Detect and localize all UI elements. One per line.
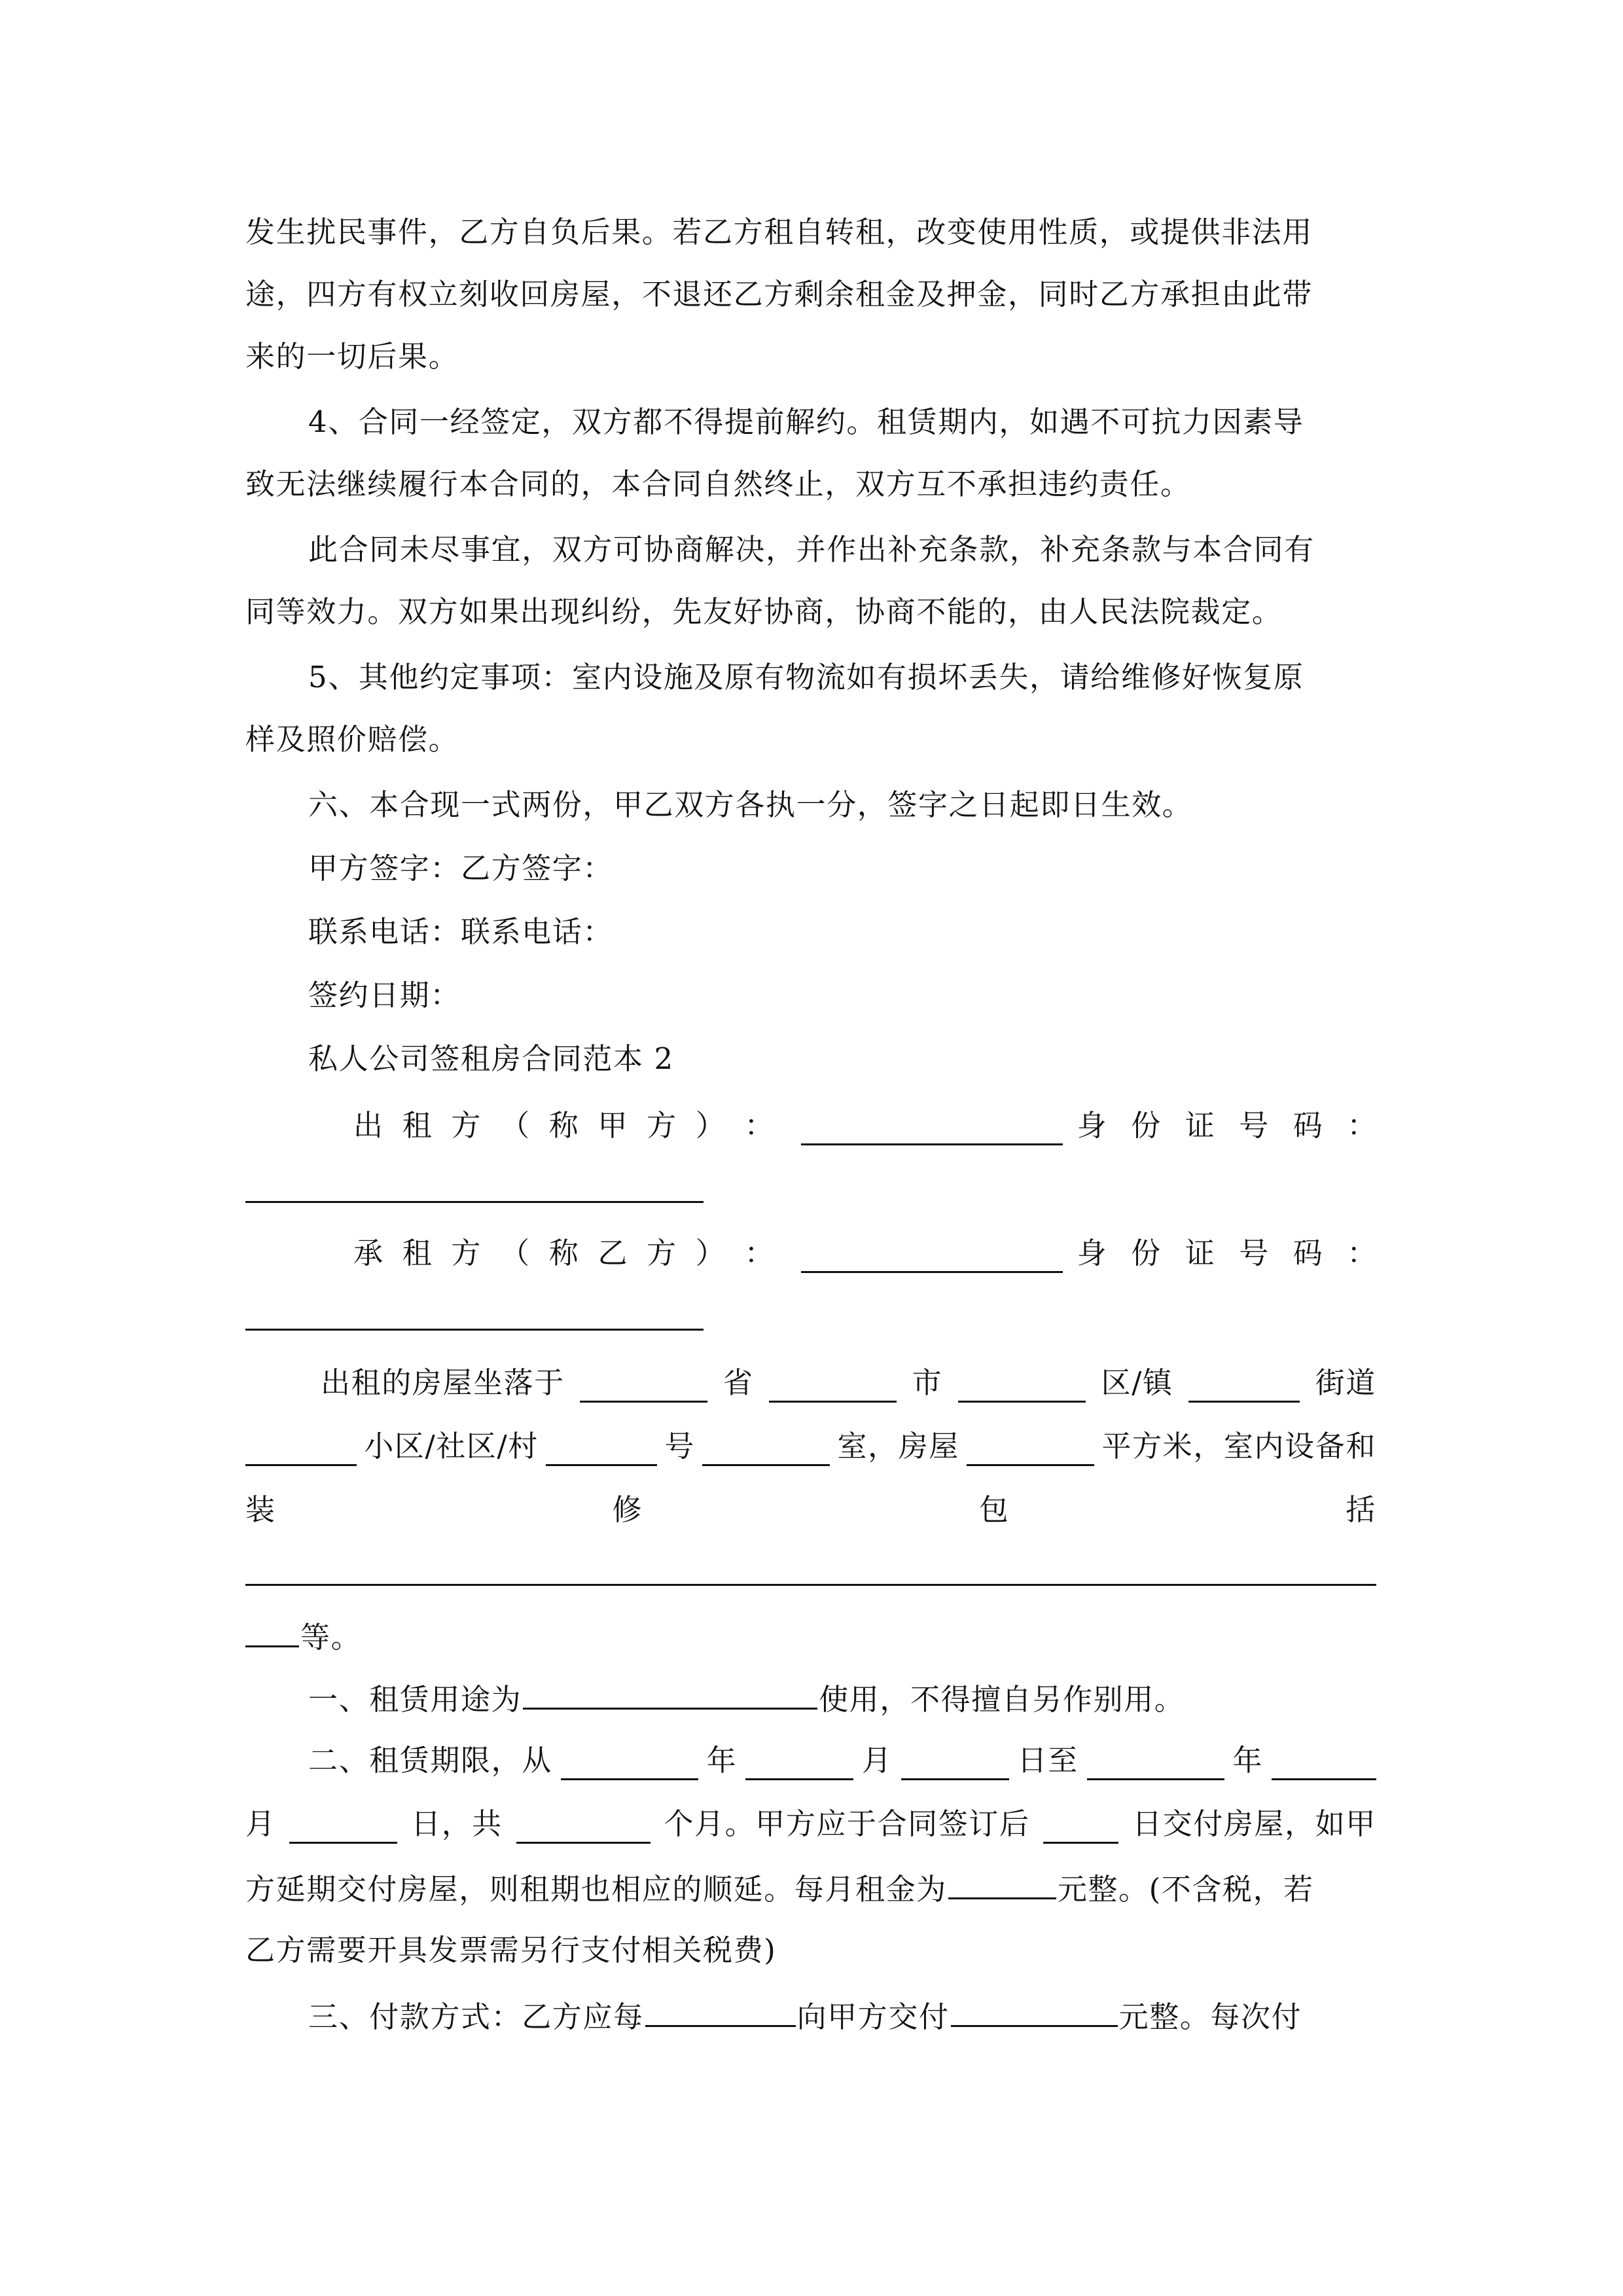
clause-4-line: 4、合同一经签定，双方都不得提前解约。租赁期内，如遇不可抗力因素导 xyxy=(308,404,1304,439)
clause-3-suffix: 元整。每次付 xyxy=(1118,2000,1302,2034)
street-field[interactable] xyxy=(1188,1372,1300,1403)
clause-3-line xyxy=(245,1996,1376,2037)
day-to-label: 日至 xyxy=(1017,1743,1079,1778)
label-char: 号 xyxy=(1239,1236,1270,1270)
label-char: （ xyxy=(500,1236,531,1270)
start-month-field[interactable] xyxy=(745,1749,853,1780)
number-field[interactable] xyxy=(546,1435,657,1466)
street-label: 街道 xyxy=(1315,1365,1376,1400)
label-char: 码 xyxy=(1293,1108,1324,1143)
lessor-id-field[interactable] xyxy=(245,1201,704,1203)
delivery-days-field[interactable] xyxy=(1043,1813,1118,1844)
community-field[interactable] xyxy=(245,1435,357,1466)
location-line-2 xyxy=(245,1427,1376,1466)
clause-2-line-4: 乙方需要开具发票需另行支付相关税费) xyxy=(245,1933,777,1967)
label-char: 方 xyxy=(647,1236,677,1270)
province-label: 省 xyxy=(723,1365,754,1400)
label-char: 码 xyxy=(1293,1236,1324,1270)
start-year-field[interactable] xyxy=(561,1749,698,1780)
etc-label: 等。 xyxy=(300,1620,362,1655)
day-total-label: 日，共 xyxy=(411,1806,503,1841)
monthly-rent-field[interactable] xyxy=(948,1869,1056,1899)
payment-amount-field[interactable] xyxy=(951,1996,1118,2027)
label-char: 号 xyxy=(1239,1108,1270,1143)
clause-4-line: 致无法继续履行本合同的，本合同自然终止，双方互不承担违约责任。 xyxy=(245,467,1191,501)
clause-3-mid: 向甲方交付 xyxy=(796,2000,950,2034)
district-field[interactable] xyxy=(958,1372,1086,1403)
lessor-label xyxy=(353,1106,775,1145)
label-char: 身 xyxy=(1077,1108,1108,1143)
decor-char: 装 xyxy=(245,1492,276,1527)
label-char: ） xyxy=(695,1236,726,1270)
paragraph-line: 来的一切后果。 xyxy=(245,339,459,374)
label-char: 方 xyxy=(451,1236,482,1270)
label-char: 证 xyxy=(1185,1108,1216,1143)
clause-2-line-2 xyxy=(245,1804,1376,1844)
decor-char: 括 xyxy=(1346,1492,1376,1527)
clause-1-prefix: 一、租赁用途为 xyxy=(308,1682,522,1717)
paragraph-line: 发生扰民事件，乙方自负后果。若乙方租自转租，改变使用性质，或提供非法用 xyxy=(245,215,1313,249)
end-year-field[interactable] xyxy=(1087,1749,1224,1780)
year-label-2: 年 xyxy=(1232,1743,1264,1778)
province-field[interactable] xyxy=(580,1372,707,1403)
label-char: 租 xyxy=(402,1236,433,1270)
year-label: 年 xyxy=(706,1743,738,1778)
total-months-field[interactable] xyxy=(516,1813,651,1844)
label-char: 乙 xyxy=(597,1236,629,1270)
clause-2-line-1 xyxy=(245,1741,1376,1780)
signature-line: 甲方签字：乙方签字： xyxy=(308,851,614,886)
paragraph-line: 途，四方有权立刻收回房屋，不退还乙方剩余租金及押金，同时乙方承担由此带 xyxy=(245,277,1313,312)
rent-prefix: 方延期交付房屋，则租期也相应的顺延。每月租金为 xyxy=(245,1872,947,1907)
label-char: ） xyxy=(695,1108,726,1143)
room-field[interactable] xyxy=(702,1435,830,1466)
lessee-id-label xyxy=(1077,1234,1378,1273)
lessee-row xyxy=(353,1234,1378,1273)
lessee-label xyxy=(353,1234,775,1273)
label-char: ： xyxy=(744,1108,776,1143)
label-char: 称 xyxy=(548,1108,580,1143)
supplement-line: 同等效力。双方如果出现纠纷，先友好协商，协商不能的，由人民法院裁定。 xyxy=(245,594,1283,629)
lessor-id-label xyxy=(1077,1106,1378,1145)
label-char: 方 xyxy=(647,1108,677,1143)
label-char: 方 xyxy=(451,1108,482,1143)
label-char: 甲 xyxy=(597,1108,629,1143)
label-char: 份 xyxy=(1131,1236,1162,1270)
area-field[interactable] xyxy=(967,1435,1094,1466)
label-char: 份 xyxy=(1131,1108,1162,1143)
decoration-field[interactable] xyxy=(245,1584,1376,1586)
lessee-name-field[interactable] xyxy=(801,1242,1062,1273)
area-label: 平方米，室内设备和 xyxy=(1101,1429,1376,1463)
number-label: 号 xyxy=(664,1429,695,1463)
city-field[interactable] xyxy=(769,1372,897,1403)
decoration-field-cont[interactable] xyxy=(245,1617,299,1647)
start-day-field[interactable] xyxy=(901,1749,1009,1780)
label-char: 称 xyxy=(548,1236,580,1270)
end-month-field[interactable] xyxy=(1272,1749,1376,1780)
clause-3-prefix: 三、付款方式：乙方应每 xyxy=(308,2000,644,2034)
clause-1-suffix: 使用，不得擅自另作别用。 xyxy=(819,1682,1185,1717)
decoration-line xyxy=(245,1490,1376,1530)
deliver-label: 日交付房屋，如甲 xyxy=(1132,1806,1376,1841)
decor-char: 修 xyxy=(612,1492,643,1527)
district-label: 区/镇 xyxy=(1101,1365,1173,1400)
lessee-id-field[interactable] xyxy=(245,1329,704,1331)
decor-char: 包 xyxy=(978,1492,1010,1527)
label-char: （ xyxy=(500,1108,531,1143)
etc-line xyxy=(245,1617,1376,1657)
label-char: ： xyxy=(744,1236,776,1270)
location-line-1 xyxy=(245,1363,1376,1403)
label-char: ： xyxy=(1347,1108,1378,1143)
clause-5-line: 样及照价赔偿。 xyxy=(245,722,459,757)
lessor-row xyxy=(353,1106,1378,1145)
month-label-2: 月 xyxy=(245,1806,276,1841)
location-intro: 出租的房屋坐落于 xyxy=(321,1365,565,1400)
usage-field[interactable] xyxy=(523,1679,817,1710)
clause-1-line xyxy=(245,1679,1376,1719)
label-char: 承 xyxy=(353,1236,384,1270)
label-char: 出 xyxy=(353,1108,384,1143)
lessor-name-field[interactable] xyxy=(801,1115,1062,1145)
room-label: 室，房屋 xyxy=(837,1429,959,1463)
label-char: 租 xyxy=(402,1108,433,1143)
payment-period-field[interactable] xyxy=(645,1996,796,2027)
supplement-line: 此合同未尽事宜，双方可协商解决，并作出补充条款，补充条款与本合同有 xyxy=(308,532,1315,567)
label-char: ： xyxy=(1347,1236,1378,1270)
rent-suffix: 元整。(不含税，若 xyxy=(1057,1872,1314,1907)
clause-5-line: 5、其他约定事项：室内设施及原有物流如有损坏丢失，请给维修好恢复原 xyxy=(308,660,1304,694)
section-title: 私人公司签租房合同范本 2 xyxy=(308,1041,674,1076)
clause-2-line-3 xyxy=(245,1869,1376,1909)
phone-line: 联系电话：联系电话： xyxy=(308,914,614,949)
city-label: 市 xyxy=(912,1365,943,1400)
label-char: 身 xyxy=(1077,1236,1108,1270)
community-label: 小区/社区/村 xyxy=(364,1429,539,1463)
date-line: 签约日期： xyxy=(308,978,461,1013)
label-char: 证 xyxy=(1185,1236,1216,1270)
months-after-label: 个月。甲方应于合同签订后 xyxy=(664,1806,1030,1841)
month-label: 月 xyxy=(862,1743,893,1778)
clause-6-line: 六、本合现一式两份，甲乙双方各执一分，签字之日起即日生效。 xyxy=(308,787,1193,822)
clause-2-prefix: 二、租赁期限，从 xyxy=(308,1743,552,1778)
end-day-field[interactable] xyxy=(289,1813,397,1844)
